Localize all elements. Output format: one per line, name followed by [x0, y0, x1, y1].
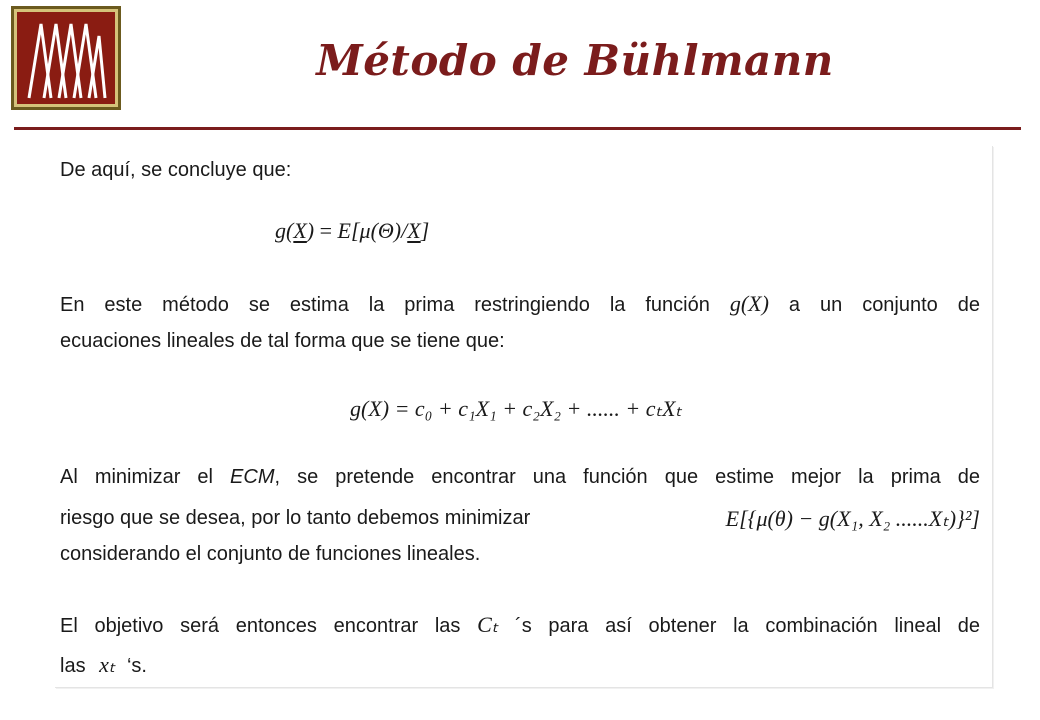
equation-gx-expectation: g(X) = E[μ(Θ)/X]: [275, 218, 430, 243]
paragraph-method-line1: [60, 285, 980, 324]
paragraph-method-line2-text: ecuaciones lineales de tal forma que se tiene que:: [60, 330, 505, 352]
paragraph-ecm-line3: [60, 536, 980, 573]
inline-math-gx: g(X): [729, 291, 769, 316]
paragraph-objective-line2-text-a: las: [60, 655, 86, 677]
paragraph-ecm-line3-text: considerando el conjunto de funciones lineales.: [60, 543, 481, 565]
paragraph-ecm-line2-text: riesgo que se desea, por lo tanto debemos minimizar: [60, 507, 531, 529]
inline-math-ct: Cₜ: [477, 612, 499, 637]
eq2-text: g(X) = c₀ + c₁X₁ + c₂X₂ + ...... + cₜXₜ: [350, 396, 682, 421]
eq1-mu-theta: μ(Θ)/: [359, 218, 408, 243]
eq1-function-name: g: [275, 218, 286, 243]
paragraph-objective-line1-text-a: El objetivo será entonces encontrar las: [60, 615, 461, 637]
paragraph-ecm-line1-text-b: , se pretende encontrar una función que estime mejor la prima de: [274, 466, 981, 488]
ecm-term: ECM: [230, 466, 275, 488]
paragraph-objective-line1: [60, 606, 980, 645]
paragraph-objective-line2-text-b: ‘s.: [126, 655, 147, 677]
inline-math-xt: xₜ: [99, 652, 116, 677]
eq1-equals: =: [314, 218, 338, 243]
paragraph-ecm-line1: [60, 459, 980, 496]
page-title: Método de Bühlmann: [316, 36, 834, 85]
title-divider: [14, 127, 1021, 130]
paragraph-conclusion: [60, 152, 980, 189]
institution-logo-icon: [11, 6, 121, 110]
eq1-expectation-symbol: E: [337, 218, 351, 243]
paragraph-method-line2: [60, 323, 980, 360]
paragraph-method-line1-text-a: En este método se estima la prima restringiendo la función: [60, 294, 710, 316]
equation-linear-combination: [350, 396, 682, 422]
paragraph-objective-line1-text-b: ´s para así obtener la combinación lineal de: [515, 615, 981, 637]
inline-math-expectation-minimize: E[{μ(θ) − g(X₁, X₂ ......Xₜ)}²]: [725, 506, 980, 531]
paragraph-objective-line2: [60, 646, 980, 685]
paragraph-method-line1-text-b: a un conjunto de: [788, 294, 981, 316]
content-box: [55, 146, 993, 688]
paragraph-conclusion-text: De aquí, se concluye que:: [60, 159, 292, 181]
paragraph-ecm-line1-text-a: Al minimizar el: [60, 466, 231, 488]
eq1-rhs-variable: X: [407, 218, 421, 243]
eq1-lhs-variable: X: [293, 218, 307, 243]
paragraph-ecm-line2: [60, 500, 980, 537]
